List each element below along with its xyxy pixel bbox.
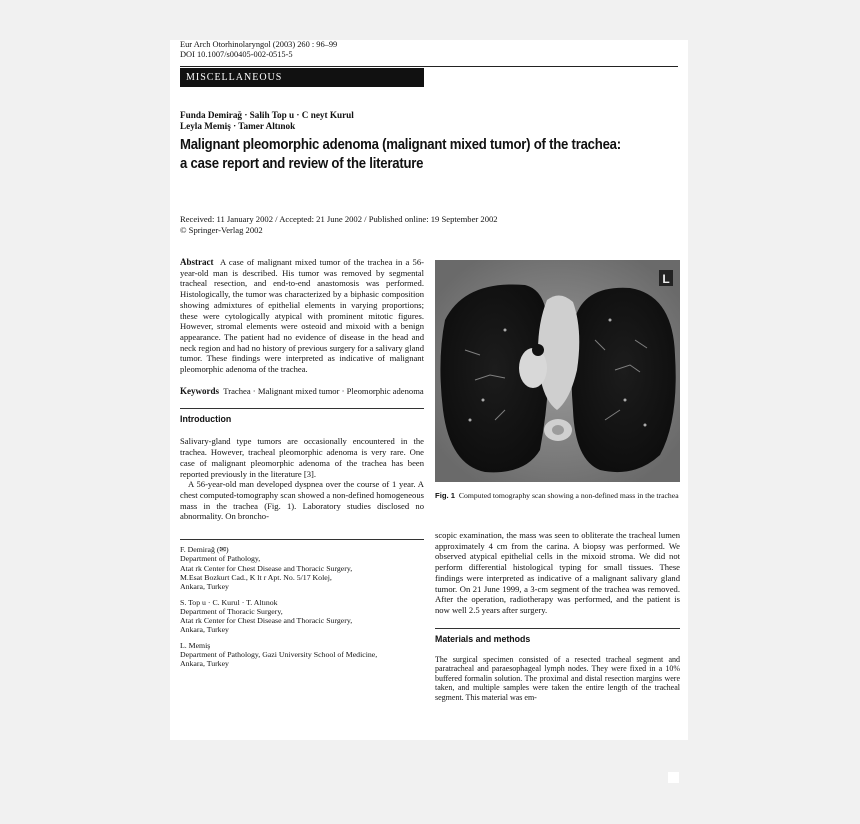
abstract bbox=[180, 257, 424, 375]
keywords bbox=[180, 386, 424, 397]
affil-line: Atat rk Center for Chest Disease and Thoracic Surgery, bbox=[180, 563, 353, 573]
affil-line: L. Memiş bbox=[180, 640, 211, 650]
affil-line: Ankara, Turkey bbox=[180, 659, 229, 669]
affiliation-3 bbox=[180, 641, 424, 669]
received-line: Received: 11 January 2002 / Accepted: 21 June 2002 / Published online: 19 September 2002 bbox=[180, 214, 498, 224]
caption-text: Computed tomography scan showing a non-defined mass in the trachea bbox=[458, 491, 679, 500]
keywords-text: Trachea · Malignant mixed tumor · Pleomorphic adenoma bbox=[223, 385, 424, 396]
section-label: MISCELLANEOUS bbox=[180, 68, 424, 87]
paper-page bbox=[170, 40, 688, 740]
affil-line: Department of Pathology, Gazi University School of Medicine, bbox=[180, 650, 378, 660]
affil-line: F. Demirağ (✉) bbox=[180, 545, 229, 555]
intro-paragraph-1: Salivary-gland type tumors are occasionally encountered in the trachea. However, tracheal pleomorphic adenoma is very rare. One case of malignant pleomorphic adenoma of the trachea has been reported previously in the literature [3]. bbox=[180, 436, 424, 479]
publication-dates bbox=[180, 214, 498, 236]
intro-paragraph-2-continued: scopic examination, the mass was seen to obliterate the tracheal lumen approximately 4 cm from the carina. A biopsy was performed. We observed atypical epithelial cells in the mixoid stroma. We did not perform differential histological typing for small tissues. These findings were interpreted as indicative of a malignant salivary gland tumor. On 21 June 1999, a 3-cm segment of the trachea was removed. After the operation, radiotherapy was performed, and the patient is now well 2.5 years after surgery. bbox=[435, 530, 680, 615]
affil-line: Atat rk Center for Chest Disease and Thoracic Surgery, bbox=[180, 616, 353, 626]
author-list bbox=[180, 110, 354, 132]
affil-line: S. Top u · C. Kurul · T. Altınok bbox=[180, 597, 278, 607]
affil-line: Department of Pathology, bbox=[180, 554, 261, 564]
header-rule bbox=[180, 66, 678, 67]
journal-line: Eur Arch Otorhinolaryngol (2003) 260 : 96–99 bbox=[180, 40, 338, 49]
copyright-line: © Springer-Verlag 2002 bbox=[180, 225, 263, 235]
abstract-label: Abstract bbox=[180, 257, 214, 267]
ct-scan-graphic bbox=[435, 260, 680, 482]
abstract-text: A case of malignant mixed tumor of the trachea in a 56-year-old man is described. His tumor was removed by segmental tracheal resection, and end-to-end anastomosis was performed. Histologically, the tumor was characterized by a biphasic composition showing admixtures of epithelial elements in varying proportions; these were cytologically atypical with prominent mitotic figures. However, stromal elements were osteoid and mixoid with a benign appearance. The patient had no evidence of disease in the head and neck region and had no history of previous surgery for a salivary gland tumor. These findings were interpreted as indicative of malignant pleomorphic adenoma of the trachea. bbox=[180, 257, 424, 375]
journal-citation bbox=[180, 40, 337, 60]
affiliations bbox=[180, 545, 424, 669]
figure-caption bbox=[435, 491, 680, 500]
authors-line-1: Funda Demirağ · Salih Top u · C neyt Kurul bbox=[180, 110, 354, 120]
left-column bbox=[180, 257, 424, 675]
section-rule bbox=[180, 408, 424, 409]
introduction-heading: Introduction bbox=[180, 414, 232, 425]
affiliation-2 bbox=[180, 598, 424, 635]
affil-line: M.Esat Bozkurt Cad., K lt r Apt. No. 5/17 Kolej, bbox=[180, 572, 332, 582]
title-line-1: Malignant pleomorphic adenoma (malignant mixed tumor) of the trachea: bbox=[180, 137, 621, 153]
affil-line: Ankara, Turkey bbox=[180, 625, 229, 635]
ct-scan-image bbox=[435, 260, 680, 482]
affiliation-1 bbox=[180, 545, 424, 591]
footnote-rule bbox=[180, 539, 424, 540]
affil-line: Department of Thoracic Surgery, bbox=[180, 606, 283, 616]
orientation-marker: L bbox=[662, 272, 670, 286]
authors-line-2: Leyla Memiş · Tamer Altınok bbox=[180, 121, 296, 131]
keywords-label: Keywords bbox=[180, 385, 219, 396]
methods-heading: Materials and methods bbox=[435, 633, 531, 644]
right-column bbox=[435, 530, 680, 703]
methods-paragraph: The surgical specimen consisted of a resected tracheal segment and paratracheal and paraesophageal lymph nodes. They were fixed in a 10% buffered formalin solution. The proximal and distal resection margins were taken, and multiple samples were taken the entire length of the tracheal segment. This material was em- bbox=[435, 654, 680, 702]
title-line-2: a case report and review of the literature bbox=[180, 156, 424, 172]
section-rule-2 bbox=[435, 628, 680, 629]
paper-title bbox=[180, 136, 645, 174]
affil-line: Ankara, Turkey bbox=[180, 582, 229, 592]
intro-paragraph-2: A 56-year-old man developed dyspnea over the course of 1 year. A chest computed-tomography scan showed a non-defined homogeneous mass in the trachea (Fig. 1). Laboratory studies disclosed no abnormality. On broncho- bbox=[180, 479, 424, 522]
page-marker bbox=[668, 772, 679, 783]
caption-label: Fig. 1 bbox=[435, 491, 456, 500]
doi-line: DOI 10.1007/s00405-002-0515-5 bbox=[180, 50, 293, 59]
